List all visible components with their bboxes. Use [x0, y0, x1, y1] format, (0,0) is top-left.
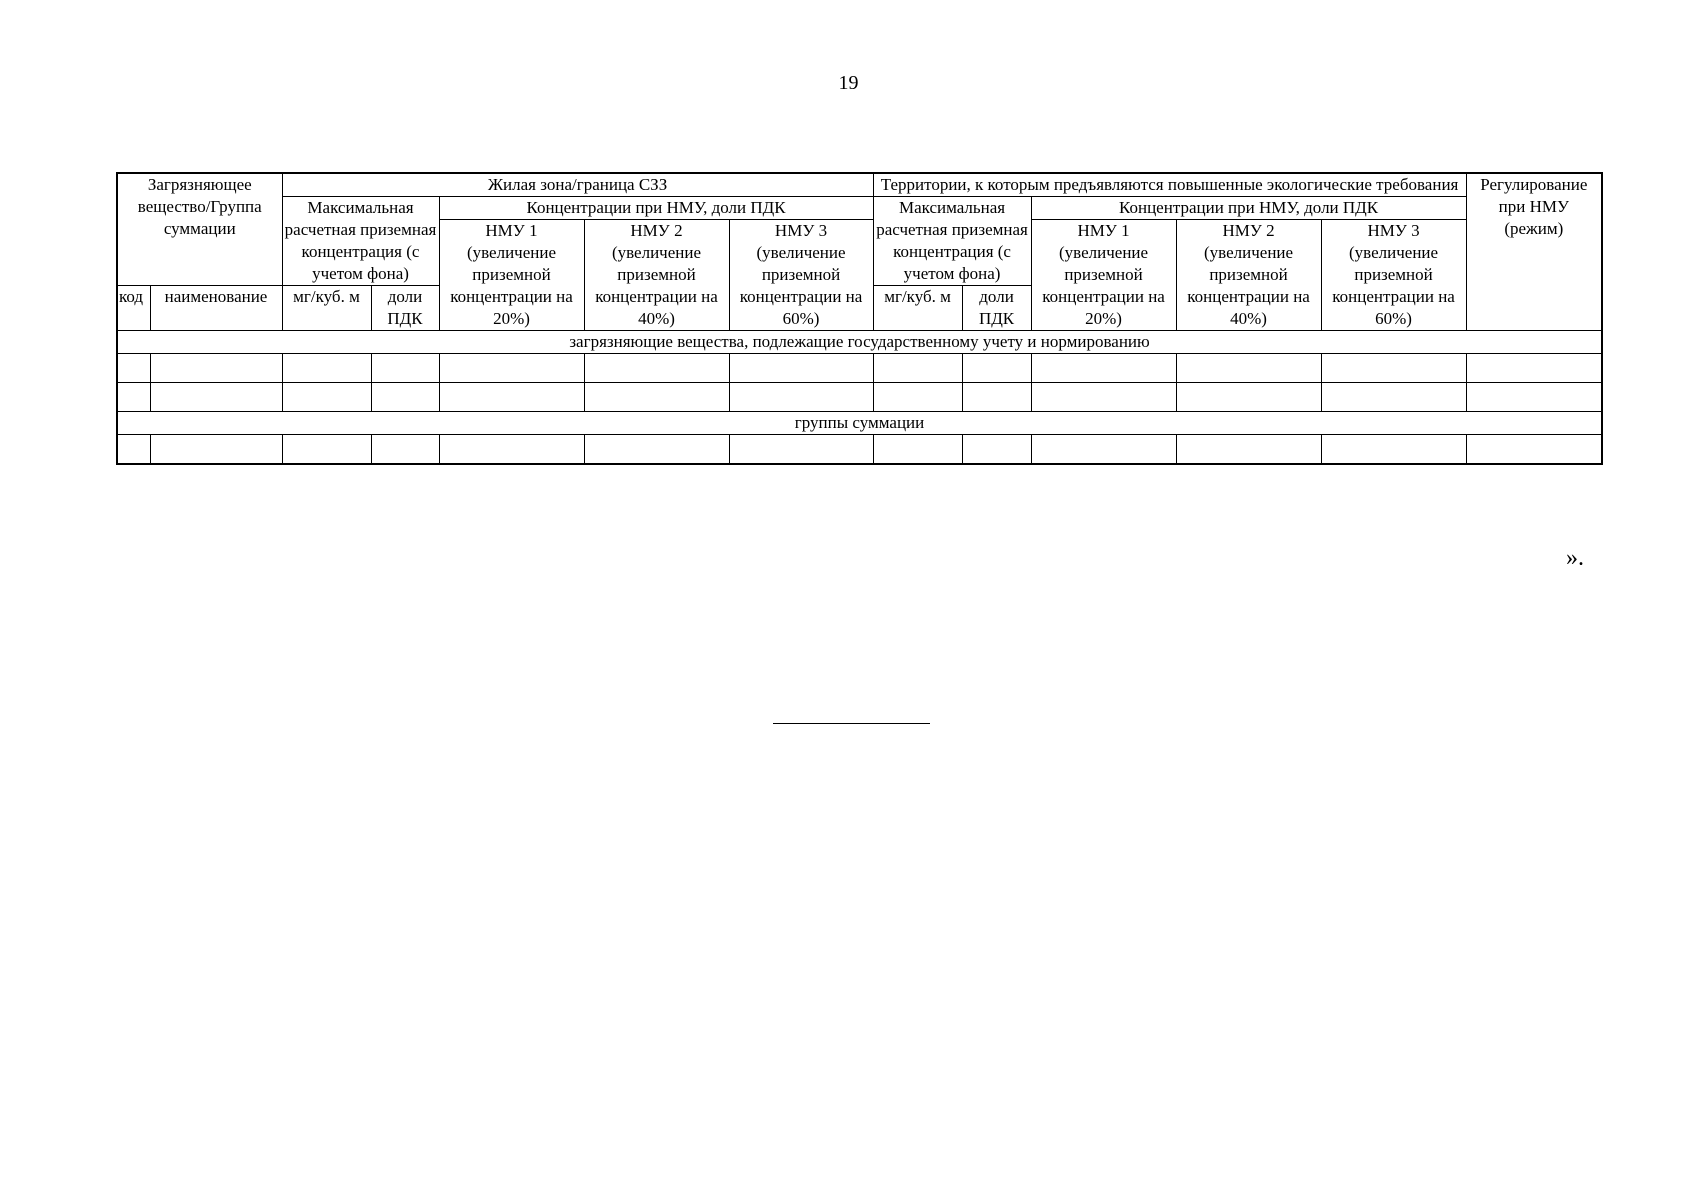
header-regulation: Регулирование при НМУ (режим): [1466, 173, 1602, 331]
header-max-concentration-residential: Максимальная расчетная приземная концентрация (с учетом фона): [282, 197, 439, 286]
header-max-concentration-eco: Максимальная расчетная приземная концентрация (с учетом фона): [873, 197, 1031, 286]
header-eco-territories: Территории, к которым предъявляются повышенные экологические требования: [873, 173, 1466, 197]
header-nmu3-eco: НМУ 3 (увеличение приземной концентрации на 60%): [1321, 220, 1466, 331]
closing-quote-mark: ».: [1566, 545, 1584, 571]
header-nmu2-residential: НМУ 2 (увеличение приземной концентрации на 40%): [584, 220, 729, 331]
header-residential-zone: Жилая зона/граница СЗЗ: [282, 173, 873, 197]
header-nmu-concentrations-eco: Концентрации при НМУ, доли ПДК: [1031, 197, 1466, 220]
header-pdk-share-eco: доли ПДК: [962, 286, 1031, 331]
table-row: [117, 435, 1602, 465]
footnote-separator: [773, 723, 930, 724]
header-nmu1-residential: НМУ 1 (увеличение приземной концентрации на 20%): [439, 220, 584, 331]
table-row: [117, 354, 1602, 383]
table-row: [117, 383, 1602, 412]
section-regulated-pollutants: загрязняющие вещества, подлежащие государственному учету и нормированию: [117, 331, 1602, 354]
nmu-regulation-table: [116, 172, 1603, 465]
header-pollutant-group: Загрязняющее вещество/Группа суммации: [117, 173, 282, 286]
page-number: 19: [838, 72, 859, 94]
header-code: код: [117, 286, 150, 331]
header-name: наименование: [150, 286, 282, 331]
header-mg-m3-eco: мг/куб. м: [873, 286, 962, 331]
header-nmu-concentrations-residential: Концентрации при НМУ, доли ПДК: [439, 197, 873, 220]
header-pdk-share-residential: доли ПДК: [371, 286, 439, 331]
header-nmu1-eco: НМУ 1 (увеличение приземной концентрации на 20%): [1031, 220, 1176, 331]
header-mg-m3-residential: мг/куб. м: [282, 286, 371, 331]
section-summation-groups: группы суммации: [117, 412, 1602, 435]
header-nmu2-eco: НМУ 2 (увеличение приземной концентрации на 40%): [1176, 220, 1321, 331]
header-nmu3-residential: НМУ 3 (увеличение приземной концентрации на 60%): [729, 220, 873, 331]
